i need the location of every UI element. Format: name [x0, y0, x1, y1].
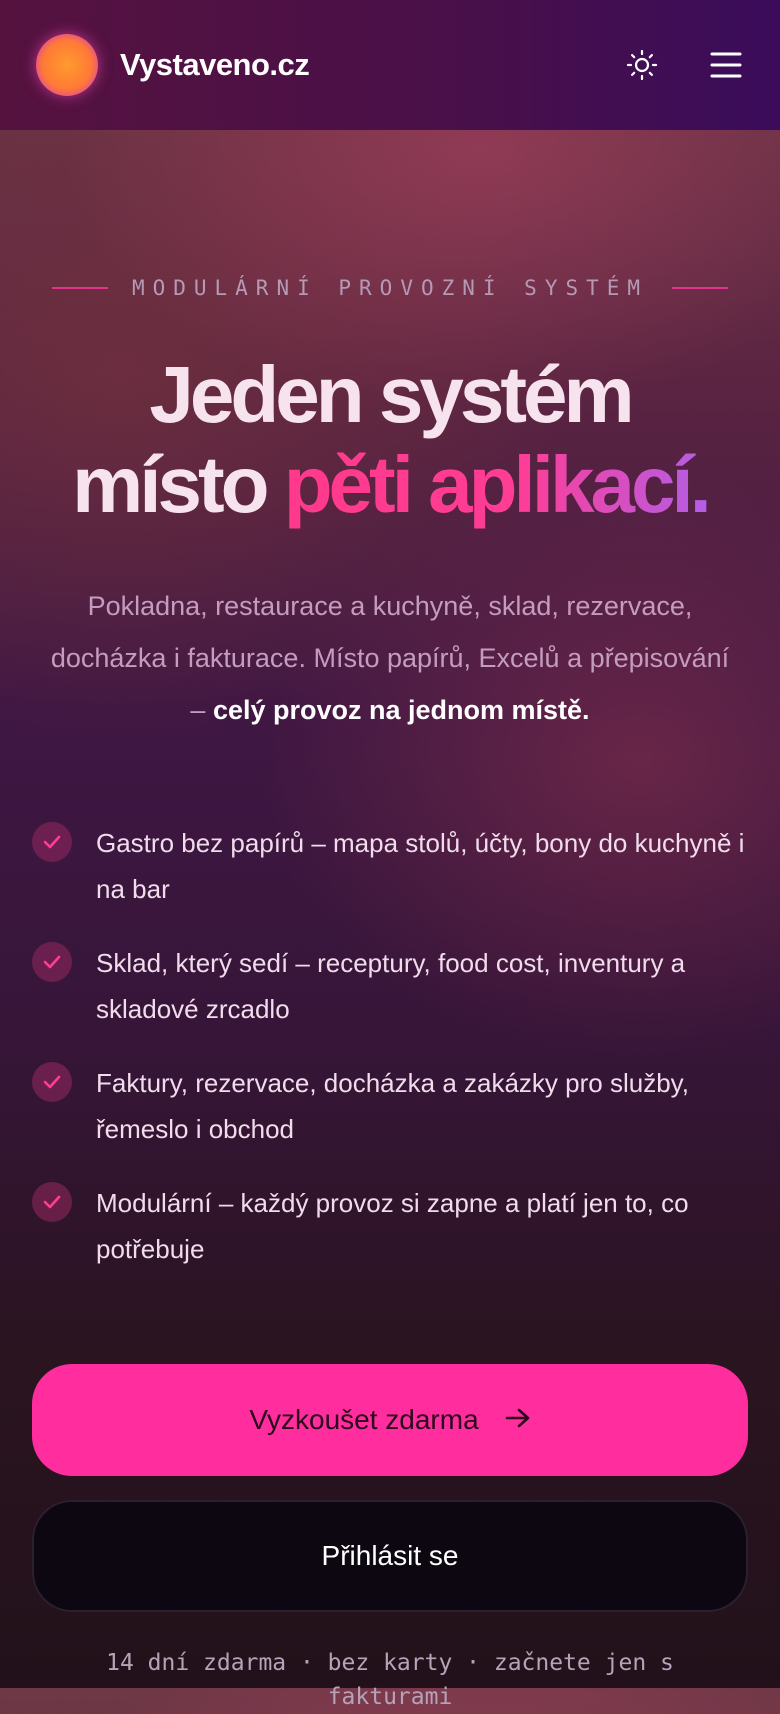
arrow-right-icon: [505, 1404, 531, 1436]
lead-bold: celý provoz na jednom místě.: [212, 695, 590, 725]
check-icon: [32, 1182, 72, 1222]
feature-item: [32, 1180, 752, 1272]
feature-text: Faktury, rezervace, docházka a zakázky pro služby, řemeslo i obchod: [96, 1068, 689, 1144]
feature-text: Sklad, který sedí – receptury, food cost, inventury a skladové zrcadlo: [96, 948, 686, 1024]
feature-list: [32, 820, 752, 1300]
top-header: [0, 0, 780, 130]
feature-text: Modulární – každý provoz si zapne a platí jen to, co potřebuje: [96, 1188, 689, 1264]
try-free-label: Vyzkoušet zdarma: [249, 1404, 479, 1435]
brand-name[interactable]: Vystaveno.cz: [120, 47, 310, 82]
logo-icon[interactable]: [36, 34, 98, 96]
try-free-button[interactable]: [32, 1364, 748, 1476]
header-actions: [624, 47, 744, 83]
hero-lead: [40, 580, 740, 736]
headline-line-2-plain: místo: [72, 440, 284, 529]
headline-line-1: Jeden systém: [149, 350, 631, 439]
eyebrow-line-left: [52, 287, 108, 289]
check-icon: [32, 822, 72, 862]
headline-accent: pěti aplikací.: [283, 440, 708, 529]
check-icon: [32, 942, 72, 982]
lead-text: Pokladna, restaurace a kuchyně, sklad, rezervace, docházka i fakturace. Místo papírů, Excelů a přepisování –: [50, 591, 730, 725]
eyebrow: [0, 276, 780, 300]
login-button[interactable]: [32, 1500, 748, 1612]
footnote: 14 dní zdarma · bez karty · začnete jen s fakturami: [106, 1650, 674, 1710]
feature-text: Gastro bez papírů – mapa stolů, účty, bony do kuchyně i na bar: [96, 828, 745, 904]
eyebrow-text: MODULÁRNÍ PROVOZNÍ SYSTÉM: [131, 276, 649, 300]
check-icon: [32, 1062, 72, 1102]
sun-icon[interactable]: [624, 47, 660, 83]
login-label: Přihlásit se: [321, 1540, 459, 1571]
hamburger-menu-icon[interactable]: [708, 47, 744, 83]
feature-item: [32, 940, 752, 1032]
hero-headline: [0, 350, 780, 530]
eyebrow-line-right: [672, 287, 728, 289]
feature-item: [32, 1060, 752, 1152]
feature-item: [32, 820, 752, 912]
